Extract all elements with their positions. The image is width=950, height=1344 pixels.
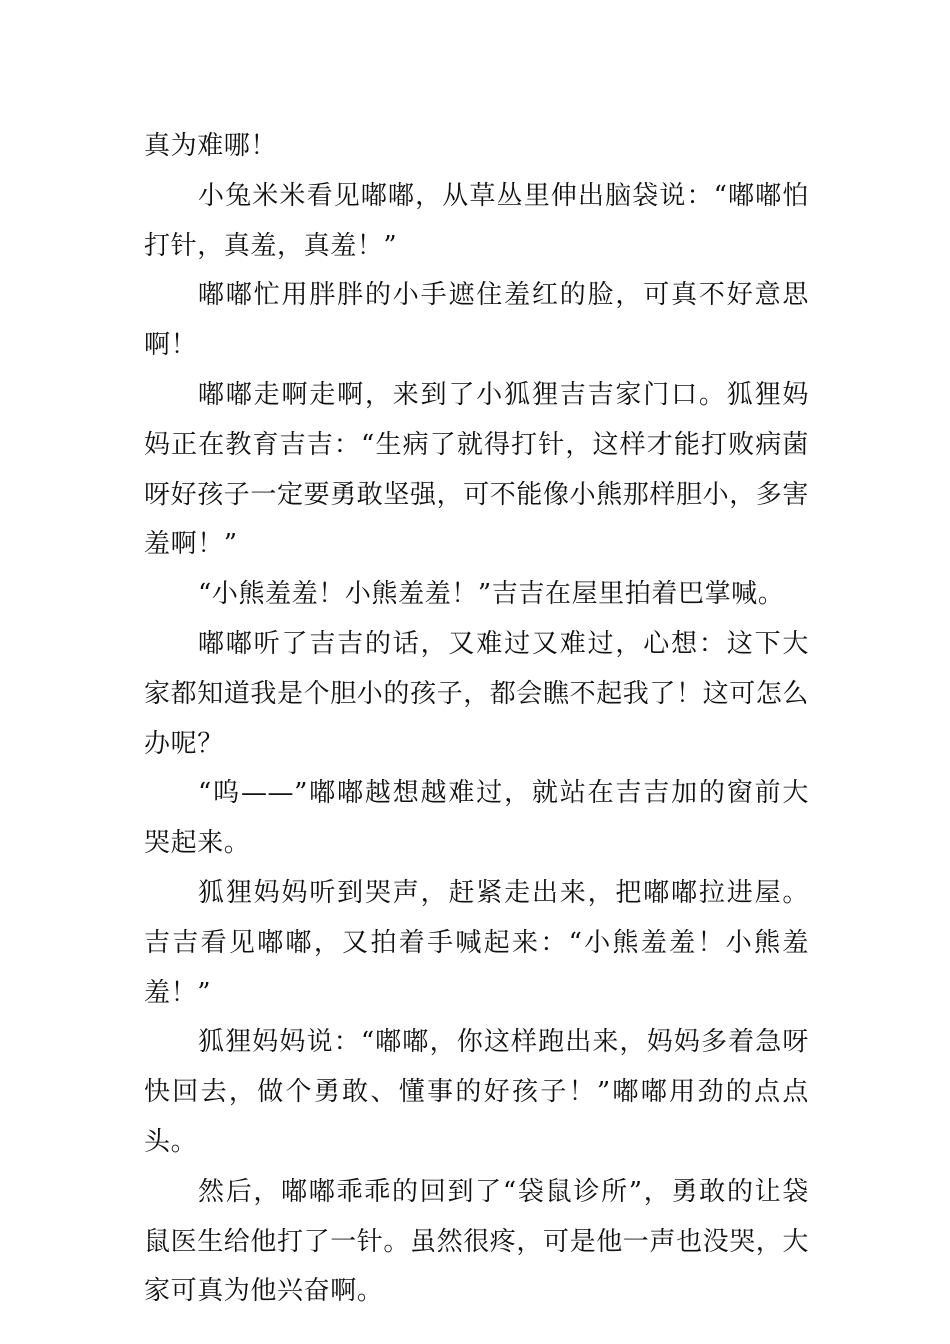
paragraph: “呜——”嘟嘟越想越难过，就站在吉吉加的窗前大哭起来。 — [144, 778, 809, 859]
paragraph: 嘟嘟听了吉吉的话，又难过又难过，心想：这下大家都知道我是个胆小的孩子，都会瞧不起我了！这可怎么办呢？ — [144, 628, 810, 759]
paragraph: 嘟嘟忙用胖胖的小手遮住羞红的脸，可真不好意思啊！ — [144, 280, 809, 361]
paragraph: 狐狸妈妈听到哭声，赶紧走出来，把嘟嘟拉进屋。吉吉看见嘟嘟，又拍着手喊起来：“小熊羞羞！小熊羞羞！” — [144, 877, 809, 1008]
paragraph: “小熊羞羞！小熊羞羞！”吉吉在屋里拍着巴掌喊。 — [198, 579, 785, 610]
paragraph: 嘟嘟走啊走啊，来到了小狐狸吉吉家门口。狐狸妈妈正在教育吉吉：“生病了就得打针，这样才能打败病菌呀好孩子一定要勇敢坚强，可不能像小熊那样胆小，多害羞啊！” — [144, 379, 810, 560]
paragraph: 小兔米米看见嘟嘟，从草丛里伸出脑袋说：“嘟嘟怕打针，真羞，真羞！” — [144, 180, 809, 261]
paragraph: 狐狸妈妈说：“嘟嘟，你这样跑出来，妈妈多着急呀快回去，做个勇敢、懂事的好孩子！”嘟嘟用劲的点点头。 — [144, 1027, 809, 1157]
story-text — [144, 122, 809, 1317]
paragraph-continuation: 真为难哪！ — [144, 131, 278, 161]
paragraph: 然后，嘟嘟乖乖的回到了“袋鼠诊所”，勇敢的让袋鼠医生给他打了一针。虽然很疼，可是他一声也没哭，大家可真为他兴奋啊。 — [144, 1176, 810, 1307]
